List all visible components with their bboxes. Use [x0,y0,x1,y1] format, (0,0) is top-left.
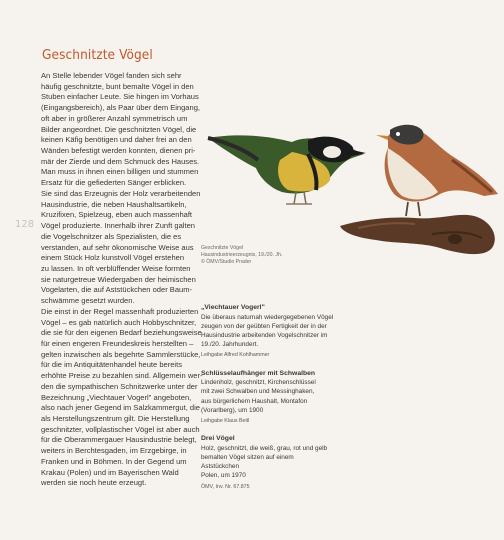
caption-line: Geschnitzte Vögel [201,245,244,251]
body-text-line: für die im Antiquitätenhandel heute bereits [41,360,182,370]
entry-credit: Leihgabe Alfred Kohlhammer [201,352,270,359]
body-text-line: Wänden befestigt werden konnten, dienen pri- [41,146,196,156]
exhibit-entry [201,434,351,491]
body-text-line: einem Stück Holz kunstvoll Vögel erstehen [41,253,185,263]
painted-bird-carving [376,125,498,216]
photo-caption [201,245,321,265]
body-text-line: den die sympathischen Schnitzwerke unter der [41,381,198,391]
body-text-line: Stuben einfacher Leute. Sie hingen im Vorhaus [41,92,199,102]
body-text-line: zu lassen. In oft verblüffender Weise formten [41,263,191,273]
body-text-line: Man muss in ihnen einen billigen und stummen [41,167,199,177]
body-text-line: Hausindustrie, die neben Haushaltsartikeln, [41,199,187,209]
caption-line: © ÖMV/Studio Prader [201,258,252,265]
wood-branch [340,215,495,254]
body-text-line: oft aber in größerer Anzahl symmetrisch um [41,113,188,123]
body-text-line: mär der Zierde und dem Schmuck des Hauses. [41,156,200,166]
body-text-line: als Herstellungszentrum gilt. Die Herstellung [41,414,190,423]
entry-description [201,444,351,481]
body-text-line: Bezeichnung „Viechtauer Vogerl" angeboten, [41,392,192,402]
entry-description-line: Hausindustrie arbeitenden Vogelschnitzer im [201,332,328,339]
body-text-line: also nach jener Gegend im Salzkammergut, die [41,403,200,413]
body-text-line: Kruzifixen, Spielzeug, eben auch massenhaft [41,210,193,220]
body-text-line: schwämme gesetzt wurden. [41,296,135,306]
entry-description [201,313,351,350]
body-text [41,71,203,489]
entry-credit: Leihgabe Klaus Beitl [201,418,250,425]
body-text-line: die sie für den eigenen Bedarf beziehungsweise [41,328,202,338]
entry-description-line: Holz, geschnitzt, die weiß, grau, rot und gelb [201,444,328,452]
body-text-line: keinen Käfig benötigen und daher frei an den [41,135,192,145]
body-text-line: die Vogelschnitzer als Spezialisten, die es [41,231,182,241]
body-text-line: für einen engeren Freundeskreis herstellten – [41,338,194,348]
body-text-line: Krakau (Polen) und im Bayerischen Wald [41,467,179,477]
entry-title: Schlüsselaufhänger mit Schwalben [201,369,316,377]
body-text-line: geschnitzter, vollplastischer Vögel ist aber auch [41,424,200,434]
body-text-line: gelten inzwischen als begehrte Sammlerstücke, [41,349,201,359]
exhibit-entries [201,303,351,500]
body-text-line: häufig geschnitzte, bunt bemalte Vögel in den [41,81,194,91]
body-text-line: Vogelarten, die auf Aststückchen oder Baum- [41,285,193,295]
entry-description-line: Die überaus naturnah wiedergegebenen Vögel [201,313,334,321]
body-text-line: Franken und in Böhmen. In der Gegend um [41,456,187,466]
entry-description [201,378,351,415]
entry-description-line: zeugen von der geübten Fertigkeit der in der [201,322,327,330]
page-number: 128 [15,219,35,230]
entry-description-line: Aststückchen [201,463,240,471]
body-text-line: Vögel – es gab natürlich auch Hobbyschnitzer, [41,317,197,327]
entry-title: „Viechtauer Vogerl" [201,304,265,311]
exhibit-entry [201,303,351,360]
body-text-line: weiters in Berchtesgaden, im Erzgebirge, in [41,446,187,456]
body-text-line: erhöhte Preise zu bezahlen sind. Allgemein wer- [41,371,203,381]
body-text-line: Ersatz für die gefiederten Sänger erblicken. [41,178,187,188]
exhibit-entry [201,369,351,426]
page-title: Geschnitzte Vögel [42,47,153,63]
entry-description-line: aus bürgerlichem Haushalt, Montafon [201,397,308,405]
body-text-line: Vögel produzierte. Innerhalb ihrer Zunft galten [41,221,195,231]
body-text-line: für die Oberammergauer Hausindustrie belegt, [41,435,197,445]
carved-birds-photo [200,108,500,258]
entry-description-line: 19./20. Jahrhundert. [201,341,259,349]
entry-description-line: Lindenholz, geschnitzt, Kirchenschlüssel [201,379,316,387]
entry-title: Drei Vögel [201,435,235,443]
entry-description-line: bemalten Vögel sitzen auf einem [201,454,294,462]
body-text-line: Bilder angeordnet. Die geschnitzten Vögel, die [41,124,197,134]
entry-description-line: mit zwei Schwalben und Messinghaken, [201,388,315,396]
entry-credit: ÖMV, Inv. Nr. 67.875 [201,483,250,490]
caption-line: Hausindustrieerzeugnis, 19./20. Jh. [201,251,283,258]
body-text-line: Sie sind das Erzeugnis der Holz verarbeitenden [41,188,201,198]
body-text-line: werden sie noch heute erzeugt. [41,478,147,488]
body-text-line: sie naturgetreue Wiedergaben der heimischen [41,274,196,284]
entry-description-line: (Vorarlberg), um 1900 [201,406,264,414]
great-tit-carving [208,135,366,204]
body-text-line: Die einst in der Regel massenhaft produzierten [41,306,199,316]
body-text-line: (Eingangsbereich), als Paar über dem Eingang, [41,103,200,113]
entry-description-line: Polen, um 1970 [201,472,246,480]
body-text-line: An Stelle lebender Vögel fanden sich sehr [41,71,182,80]
body-text-line: verstanden, auf sehr ökonomische Weise aus [41,242,194,252]
